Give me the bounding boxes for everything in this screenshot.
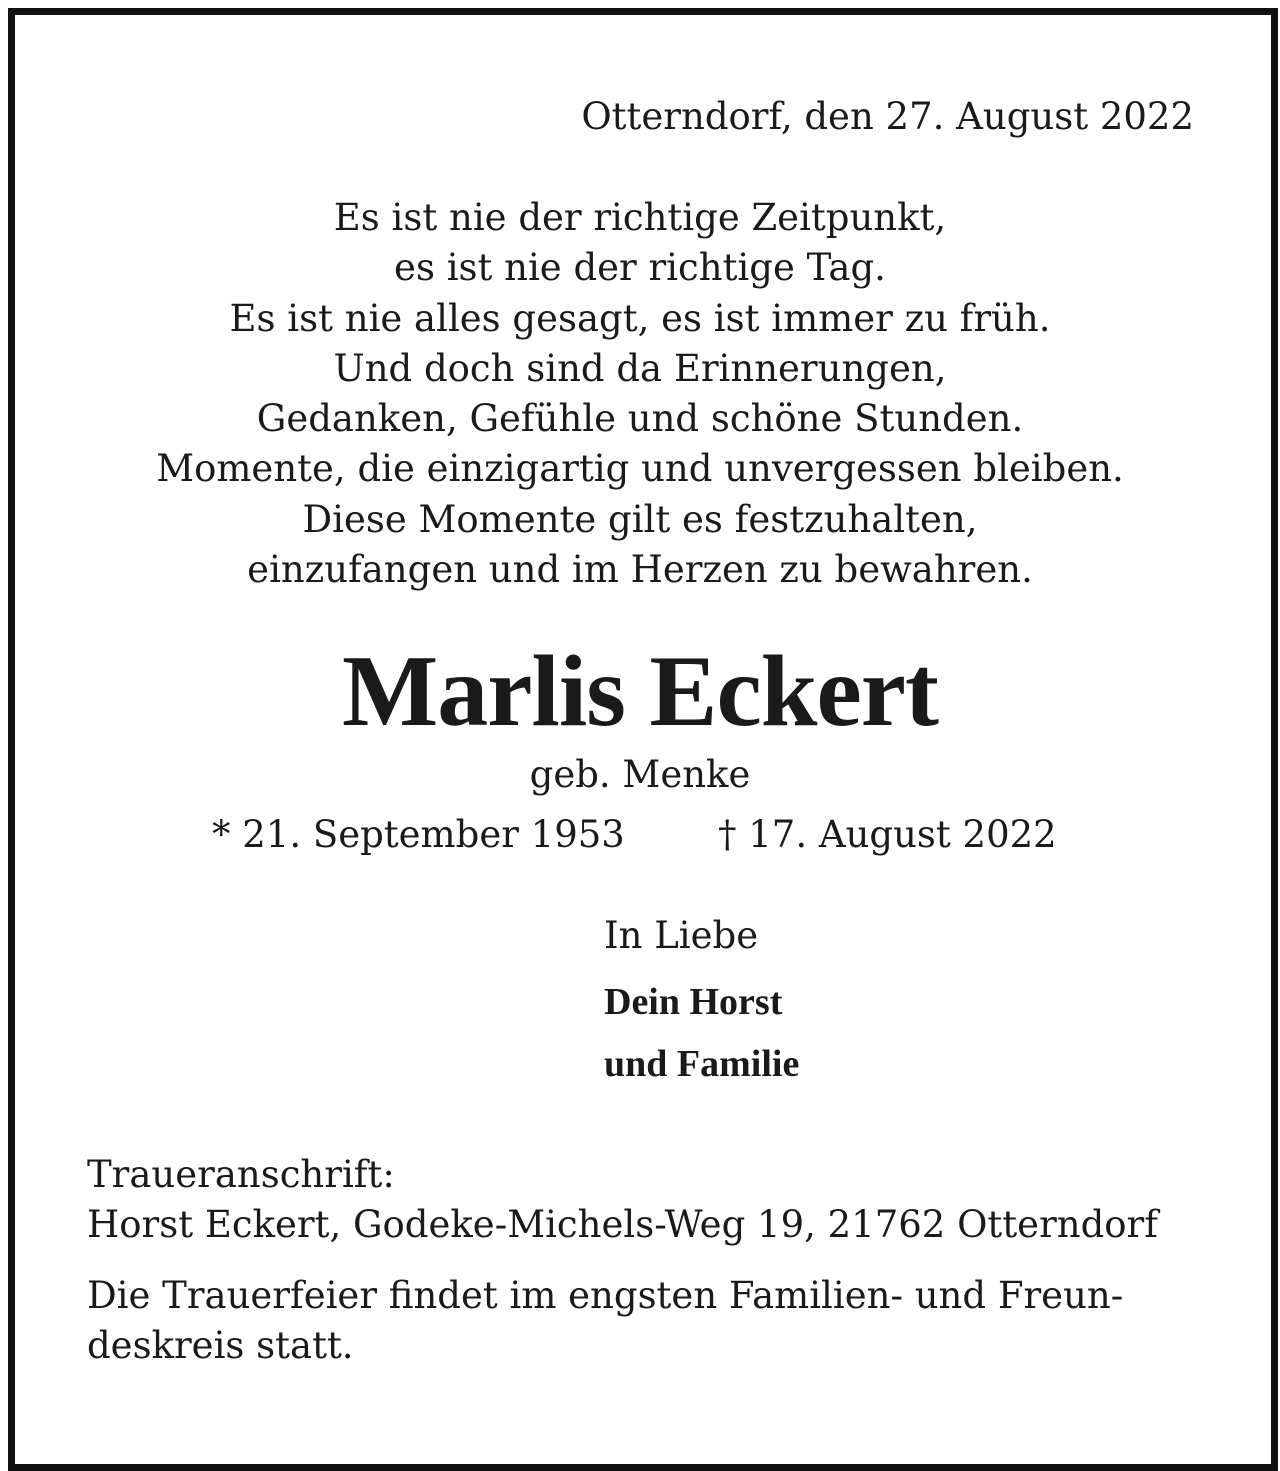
- signer-line: Dein Horst: [604, 981, 783, 1023]
- ceremony-note: [87, 1271, 1123, 1371]
- poem-line: es ist nie der richtige Tag.: [394, 246, 886, 290]
- signature-block: [604, 913, 799, 1095]
- poem-line: Gedanken, Gefühle und schöne Stunden.: [256, 397, 1024, 441]
- poem-line: Diese Momente gilt es festzuhalten,: [302, 497, 978, 541]
- greeting: In Liebe: [604, 914, 759, 957]
- death-date: † 17. August 2022: [718, 813, 1057, 856]
- address-value: Horst Eckert, Godeke-Michels-Weg 19, 21762 Otterndorf: [87, 1203, 1158, 1246]
- address-label: Traueranschrift:: [87, 1153, 395, 1196]
- poem-line: Momente, die einzigartig und unvergessen bleiben.: [156, 447, 1124, 491]
- place-date: Otterndorf, den 27. August 2022: [581, 95, 1194, 138]
- deceased-name: Marlis Eckert: [342, 635, 938, 748]
- ceremony-line: Die Trauerfeier findet im engsten Familien- und Freun-: [87, 1274, 1124, 1317]
- ceremony-line: deskreis statt.: [87, 1324, 354, 1367]
- mourning-address: [87, 1150, 1158, 1250]
- birth-name: geb. Menke: [529, 753, 751, 796]
- poem: [0, 193, 1280, 595]
- signer-line: und Familie: [604, 1043, 800, 1085]
- poem-line: Es ist nie alles gesagt, es ist immer zu früh.: [229, 296, 1051, 340]
- poem-line: einzufangen und im Herzen zu bewahren.: [247, 548, 1033, 592]
- poem-line: Und doch sind da Erinnerungen,: [333, 346, 947, 390]
- poem-line: Es ist nie der richtige Zeitpunkt,: [333, 196, 947, 239]
- birth-date: * 21. September 1953: [212, 813, 625, 856]
